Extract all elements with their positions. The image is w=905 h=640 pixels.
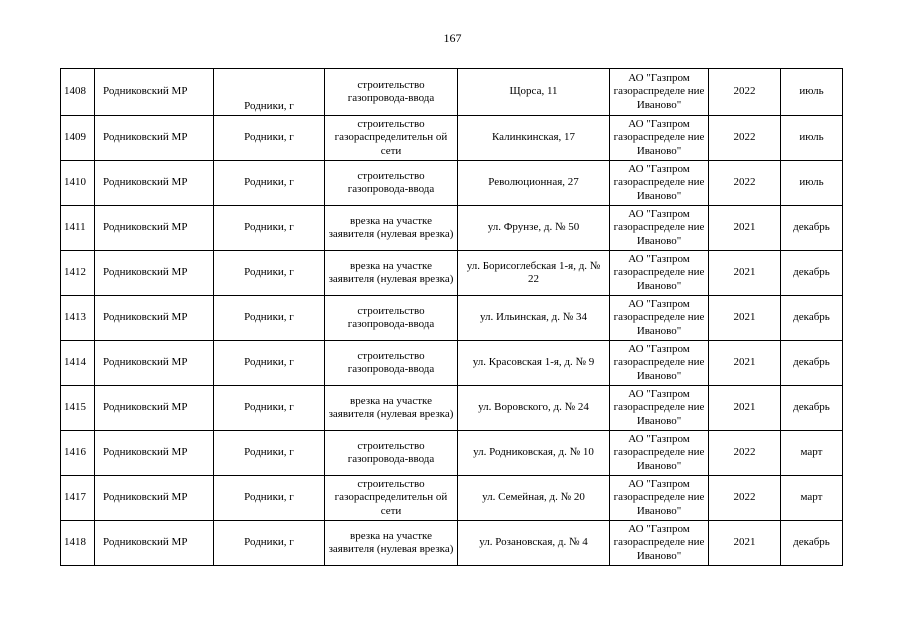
year-cell: 2022 bbox=[709, 476, 781, 521]
district-cell: Родниковский МР bbox=[95, 521, 214, 566]
month-cell: июль bbox=[781, 161, 843, 206]
table-row bbox=[61, 386, 843, 431]
year-cell: 2021 bbox=[709, 251, 781, 296]
row-number: 1418 bbox=[61, 521, 95, 566]
address-cell: ул. Фрунзе, д. № 50 bbox=[458, 206, 610, 251]
district-cell: Родниковский МР bbox=[95, 341, 214, 386]
year-cell: 2021 bbox=[709, 341, 781, 386]
work-type-cell: врезка на участке заявителя (нулевая врезка) bbox=[325, 206, 458, 251]
address-cell: Калинкинская, 17 bbox=[458, 116, 610, 161]
district-cell: Родниковский МР bbox=[95, 161, 214, 206]
organization-cell: АО "Газпром газораспределе ние Иваново" bbox=[610, 431, 709, 476]
district-cell: Родниковский МР bbox=[95, 116, 214, 161]
district-cell: Родниковский МР bbox=[95, 206, 214, 251]
month-cell: декабрь bbox=[781, 206, 843, 251]
district-cell: Родниковский МР bbox=[95, 69, 214, 116]
organization-cell: АО "Газпром газораспределе ние Иваново" bbox=[610, 251, 709, 296]
city-cell: Родники, г bbox=[214, 116, 325, 161]
month-cell: июль bbox=[781, 116, 843, 161]
district-cell: Родниковский МР bbox=[95, 476, 214, 521]
organization-cell: АО "Газпром газораспределе ние Иваново" bbox=[610, 161, 709, 206]
row-number: 1412 bbox=[61, 251, 95, 296]
address-cell: ул. Ильинская, д. № 34 bbox=[458, 296, 610, 341]
month-cell: декабрь bbox=[781, 341, 843, 386]
address-cell: ул. Воровского, д. № 24 bbox=[458, 386, 610, 431]
row-number: 1413 bbox=[61, 296, 95, 341]
table-row bbox=[61, 431, 843, 476]
city-cell: Родники, г bbox=[214, 206, 325, 251]
city-cell: Родники, г bbox=[214, 251, 325, 296]
row-number: 1417 bbox=[61, 476, 95, 521]
city-cell: Родники, г bbox=[214, 69, 325, 116]
address-cell: Щорса, 11 bbox=[458, 69, 610, 116]
year-cell: 2022 bbox=[709, 69, 781, 116]
row-number: 1408 bbox=[61, 69, 95, 116]
district-cell: Родниковский МР bbox=[95, 251, 214, 296]
city-cell: Родники, г bbox=[214, 521, 325, 566]
district-cell: Родниковский МР bbox=[95, 296, 214, 341]
organization-cell: АО "Газпром газораспределе ние Иваново" bbox=[610, 341, 709, 386]
organization-cell: АО "Газпром газораспределе ние Иваново" bbox=[610, 476, 709, 521]
table-row bbox=[61, 69, 843, 116]
work-type-cell: строительство газораспределительн ой сети bbox=[325, 476, 458, 521]
table-row bbox=[61, 521, 843, 566]
year-cell: 2021 bbox=[709, 296, 781, 341]
address-cell: ул. Борисоглебская 1-я, д. № 22 bbox=[458, 251, 610, 296]
organization-cell: АО "Газпром газораспределе ние Иваново" bbox=[610, 69, 709, 116]
month-cell: июль bbox=[781, 69, 843, 116]
address-cell: Революционная, 27 bbox=[458, 161, 610, 206]
district-cell: Родниковский МР bbox=[95, 386, 214, 431]
work-type-cell: строительство газопровода-ввода bbox=[325, 431, 458, 476]
organization-cell: АО "Газпром газораспределе ние Иваново" bbox=[610, 296, 709, 341]
address-cell: ул. Розановская, д. № 4 bbox=[458, 521, 610, 566]
page-number: 167 bbox=[443, 31, 462, 45]
work-type-cell: врезка на участке заявителя (нулевая врезка) bbox=[325, 386, 458, 431]
month-cell: декабрь bbox=[781, 251, 843, 296]
year-cell: 2021 bbox=[709, 386, 781, 431]
city-cell: Родники, г bbox=[214, 476, 325, 521]
work-type-cell: врезка на участке заявителя (нулевая врезка) bbox=[325, 521, 458, 566]
city-cell: Родники, г bbox=[214, 386, 325, 431]
table-row bbox=[61, 341, 843, 386]
work-type-cell: строительство газопровода-ввода bbox=[325, 296, 458, 341]
table-row bbox=[61, 206, 843, 251]
month-cell: декабрь bbox=[781, 386, 843, 431]
row-number: 1416 bbox=[61, 431, 95, 476]
row-number: 1414 bbox=[61, 341, 95, 386]
work-type-cell: строительство газопровода-ввода bbox=[325, 161, 458, 206]
address-cell: ул. Родниковская, д. № 10 bbox=[458, 431, 610, 476]
table-row bbox=[61, 161, 843, 206]
city-cell: Родники, г bbox=[214, 161, 325, 206]
row-number: 1409 bbox=[61, 116, 95, 161]
address-cell: ул. Семейная, д. № 20 bbox=[458, 476, 610, 521]
year-cell: 2021 bbox=[709, 521, 781, 566]
gasification-table bbox=[60, 68, 843, 566]
month-cell: март bbox=[781, 476, 843, 521]
work-type-cell: строительство газопровода-ввода bbox=[325, 69, 458, 116]
table-row bbox=[61, 296, 843, 341]
work-type-cell: строительство газораспределительн ой сети bbox=[325, 116, 458, 161]
organization-cell: АО "Газпром газораспределе ние Иваново" bbox=[610, 521, 709, 566]
city-cell: Родники, г bbox=[214, 341, 325, 386]
year-cell: 2022 bbox=[709, 116, 781, 161]
city-cell: Родники, г bbox=[214, 431, 325, 476]
month-cell: декабрь bbox=[781, 521, 843, 566]
row-number: 1410 bbox=[61, 161, 95, 206]
address-cell: ул. Красовская 1-я, д. № 9 bbox=[458, 341, 610, 386]
organization-cell: АО "Газпром газораспределе ние Иваново" bbox=[610, 206, 709, 251]
row-number: 1415 bbox=[61, 386, 95, 431]
row-number: 1411 bbox=[61, 206, 95, 251]
year-cell: 2022 bbox=[709, 431, 781, 476]
city-cell: Родники, г bbox=[214, 296, 325, 341]
district-cell: Родниковский МР bbox=[95, 431, 214, 476]
month-cell: декабрь bbox=[781, 296, 843, 341]
work-type-cell: врезка на участке заявителя (нулевая врезка) bbox=[325, 251, 458, 296]
organization-cell: АО "Газпром газораспределе ние Иваново" bbox=[610, 116, 709, 161]
work-type-cell: строительство газопровода-ввода bbox=[325, 341, 458, 386]
month-cell: март bbox=[781, 431, 843, 476]
table-row bbox=[61, 116, 843, 161]
year-cell: 2022 bbox=[709, 161, 781, 206]
organization-cell: АО "Газпром газораспределе ние Иваново" bbox=[610, 386, 709, 431]
table-row bbox=[61, 476, 843, 521]
table-row bbox=[61, 251, 843, 296]
year-cell: 2021 bbox=[709, 206, 781, 251]
